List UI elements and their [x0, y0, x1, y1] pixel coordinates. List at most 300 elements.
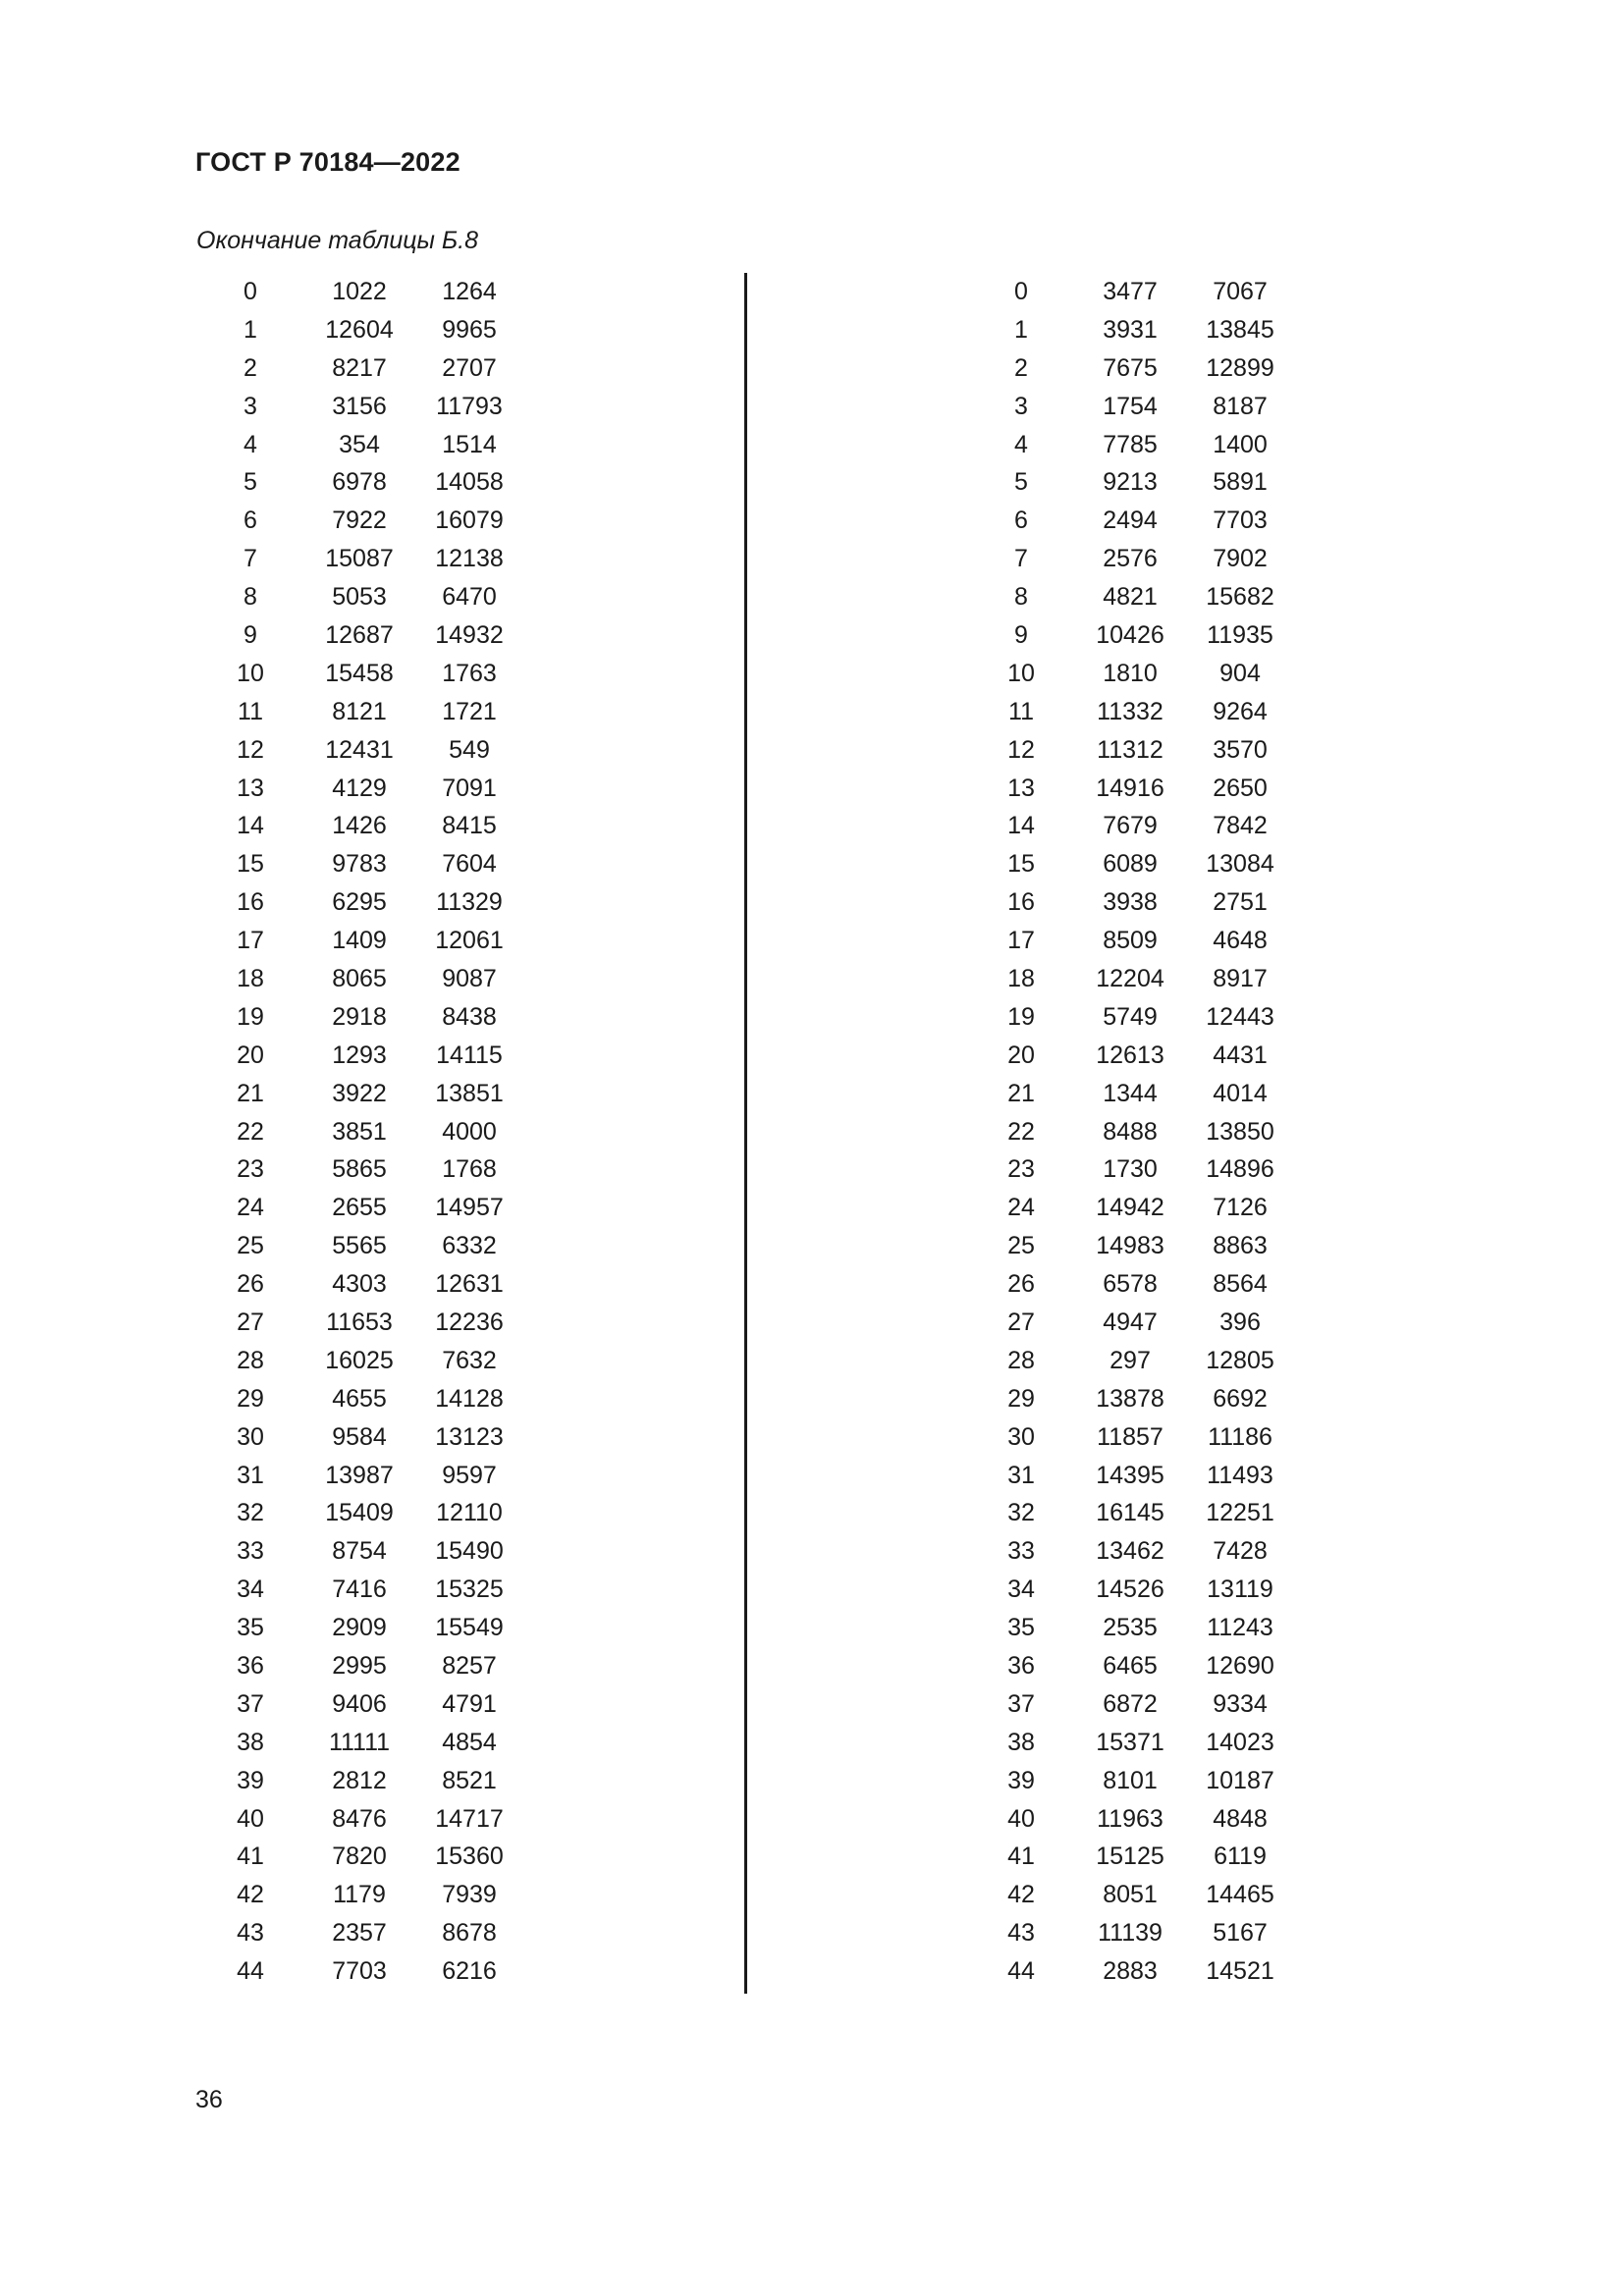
table-row: [196, 807, 524, 845]
value-cell: 7703: [1213, 507, 1268, 535]
value-cell: 4431: [1213, 1041, 1268, 1069]
value-cell: 2357: [332, 1919, 387, 1948]
row-index-cell: 38: [237, 1728, 264, 1756]
value-cell: 8754: [332, 1537, 387, 1566]
value-cell: 14058: [435, 468, 504, 497]
value-cell: 10187: [1206, 1766, 1274, 1794]
table-row: [967, 807, 1295, 845]
table-row: [196, 922, 524, 960]
value-cell: 7842: [1213, 812, 1268, 840]
table-row: [196, 693, 524, 731]
table-row: [967, 922, 1295, 960]
row-index-cell: 17: [237, 927, 264, 955]
value-cell: 11653: [326, 1308, 393, 1336]
table-row: [967, 1876, 1295, 1914]
value-cell: 12061: [435, 927, 504, 955]
value-cell: 10426: [1096, 620, 1164, 649]
value-cell: 9334: [1213, 1689, 1268, 1718]
value-cell: 15458: [325, 659, 394, 687]
value-cell: 396: [1219, 1308, 1261, 1336]
value-cell: 14465: [1206, 1881, 1274, 1909]
row-index-cell: 4: [1014, 430, 1028, 458]
table-row: [967, 1418, 1295, 1457]
value-cell: 8257: [442, 1652, 497, 1680]
value-cell: 13462: [1096, 1537, 1164, 1566]
value-cell: 9406: [332, 1689, 387, 1718]
value-cell: 12443: [1206, 1002, 1274, 1031]
table-row: [967, 1304, 1295, 1342]
table-row: [967, 1342, 1295, 1380]
table-row: [196, 502, 524, 540]
value-cell: 904: [1219, 659, 1261, 687]
table-row: [196, 1647, 524, 1685]
row-index-cell: 41: [237, 1842, 264, 1871]
value-cell: 13878: [1096, 1384, 1164, 1413]
value-cell: 5891: [1213, 468, 1268, 497]
table-row: [967, 311, 1295, 349]
table-row: [196, 1037, 524, 1075]
value-cell: 15371: [1096, 1728, 1164, 1756]
value-cell: 13119: [1207, 1575, 1273, 1604]
value-cell: 549: [449, 735, 490, 764]
value-cell: 4648: [1213, 927, 1268, 955]
row-index-cell: 14: [237, 812, 264, 840]
table-row: [196, 1532, 524, 1571]
value-cell: 1344: [1103, 1079, 1158, 1107]
row-index-cell: 11: [238, 697, 263, 725]
row-index-cell: 39: [1007, 1766, 1035, 1794]
table-row: [196, 540, 524, 578]
table-row: [967, 1800, 1295, 1839]
row-index-cell: 33: [237, 1537, 264, 1566]
table-row: [196, 1495, 524, 1533]
row-index-cell: 28: [237, 1346, 264, 1374]
value-cell: 16025: [325, 1346, 394, 1374]
table-row: [967, 1952, 1295, 1991]
value-cell: 12899: [1206, 353, 1274, 382]
value-cell: 7785: [1103, 430, 1158, 458]
table-row: [196, 1457, 524, 1495]
row-index-cell: 3: [244, 392, 257, 420]
value-cell: 3851: [332, 1117, 387, 1146]
table-row: [196, 770, 524, 808]
table-row: [196, 1189, 524, 1227]
value-cell: 8217: [332, 353, 387, 382]
table-row: [196, 845, 524, 883]
row-index-cell: 6: [244, 507, 257, 535]
value-cell: 14932: [435, 620, 504, 649]
row-index-cell: 7: [244, 545, 257, 573]
value-cell: 13084: [1206, 850, 1274, 879]
row-index-cell: 26: [237, 1270, 264, 1299]
value-cell: 9783: [332, 850, 387, 879]
table-row: [967, 1227, 1295, 1265]
row-index-cell: 15: [237, 850, 264, 879]
table-row: [196, 731, 524, 770]
value-cell: 9213: [1103, 468, 1158, 497]
table-row: [196, 273, 524, 311]
row-index-cell: 21: [1007, 1079, 1035, 1107]
row-index-cell: 25: [237, 1232, 264, 1260]
value-cell: 13845: [1206, 315, 1274, 344]
table-row: [967, 1189, 1295, 1227]
value-cell: 7632: [442, 1346, 497, 1374]
value-cell: 11111: [328, 1728, 391, 1756]
value-cell: 8101: [1103, 1766, 1158, 1794]
row-index-cell: 34: [1007, 1575, 1035, 1604]
value-cell: 5749: [1103, 1002, 1158, 1031]
table-row: [196, 1418, 524, 1457]
value-cell: 14521: [1206, 1957, 1274, 1986]
value-cell: 3931: [1103, 315, 1158, 344]
value-cell: 8476: [332, 1804, 387, 1833]
value-cell: 9584: [332, 1422, 387, 1451]
table-row: [967, 1762, 1295, 1800]
value-cell: 11312: [1097, 735, 1164, 764]
row-index-cell: 6: [1014, 507, 1028, 535]
table-row: [196, 1150, 524, 1189]
table-row: [967, 1265, 1295, 1304]
row-index-cell: 16: [237, 888, 264, 917]
row-index-cell: 23: [1007, 1155, 1035, 1184]
row-index-cell: 2: [244, 353, 257, 382]
row-index-cell: 9: [1014, 620, 1028, 649]
table-row: [967, 349, 1295, 388]
row-index-cell: 20: [237, 1041, 264, 1069]
row-index-cell: 44: [237, 1957, 264, 1986]
row-index-cell: 30: [237, 1422, 264, 1451]
table-row: [967, 1685, 1295, 1724]
value-cell: 1293: [332, 1041, 387, 1069]
value-cell: 14983: [1096, 1232, 1164, 1260]
value-cell: 1514: [442, 430, 497, 458]
row-index-cell: 35: [1007, 1614, 1035, 1642]
row-index-cell: 12: [237, 735, 264, 764]
row-index-cell: 19: [1007, 1002, 1035, 1031]
value-cell: 5167: [1213, 1919, 1268, 1948]
value-cell: 12604: [325, 315, 394, 344]
value-cell: 8678: [442, 1919, 497, 1948]
table-row: [967, 1839, 1295, 1877]
value-cell: 8521: [442, 1766, 497, 1794]
value-cell: 6578: [1103, 1270, 1158, 1299]
value-cell: 3477: [1103, 277, 1158, 305]
table-row: [967, 998, 1295, 1037]
table-row: [196, 1227, 524, 1265]
value-cell: 12805: [1206, 1346, 1274, 1374]
value-cell: 12251: [1206, 1499, 1274, 1527]
value-cell: 1721: [442, 697, 497, 725]
value-cell: 12110: [436, 1499, 503, 1527]
table-row: [967, 693, 1295, 731]
row-index-cell: 39: [237, 1766, 264, 1794]
row-index-cell: 27: [237, 1308, 264, 1336]
row-index-cell: 13: [237, 774, 264, 802]
row-index-cell: 10: [237, 659, 264, 687]
table-row: [196, 1571, 524, 1609]
row-index-cell: 37: [237, 1689, 264, 1718]
row-index-cell: 16: [1007, 888, 1035, 917]
table-row: [196, 1609, 524, 1647]
table-row: [196, 960, 524, 998]
table-row: [967, 1150, 1295, 1189]
row-index-cell: 9: [244, 620, 257, 649]
value-cell: 12613: [1096, 1041, 1164, 1069]
value-cell: 1730: [1103, 1155, 1158, 1184]
row-index-cell: 38: [1007, 1728, 1035, 1756]
value-cell: 4854: [442, 1728, 497, 1756]
page-number: 36: [195, 2086, 223, 2113]
row-index-cell: 33: [1007, 1537, 1035, 1566]
table-row: [967, 578, 1295, 616]
value-cell: 13851: [435, 1079, 504, 1107]
table-row: [967, 883, 1295, 922]
row-index-cell: 7: [1014, 545, 1028, 573]
row-index-cell: 14: [1007, 812, 1035, 840]
value-cell: 14395: [1096, 1461, 1164, 1489]
value-cell: 4655: [332, 1384, 387, 1413]
row-index-cell: 41: [1007, 1842, 1035, 1871]
table-row: [196, 426, 524, 464]
value-cell: 1426: [332, 812, 387, 840]
value-cell: 15682: [1206, 583, 1274, 612]
value-cell: 11332: [1097, 697, 1164, 725]
value-cell: 6089: [1103, 850, 1158, 879]
value-cell: 7604: [442, 850, 497, 879]
value-cell: 2751: [1213, 888, 1268, 917]
value-cell: 8917: [1213, 964, 1268, 992]
row-index-cell: 18: [1007, 964, 1035, 992]
table-row: [196, 1724, 524, 1762]
value-cell: 14115: [436, 1041, 503, 1069]
row-index-cell: 24: [237, 1194, 264, 1222]
value-cell: 8065: [332, 964, 387, 992]
row-index-cell: 44: [1007, 1957, 1035, 1986]
table-row: [967, 1647, 1295, 1685]
row-index-cell: 8: [244, 583, 257, 612]
row-index-cell: 35: [237, 1614, 264, 1642]
value-cell: 4129: [332, 774, 387, 802]
value-cell: 12690: [1206, 1652, 1274, 1680]
table-row: [196, 1304, 524, 1342]
value-cell: 9264: [1213, 697, 1268, 725]
row-index-cell: 31: [1007, 1461, 1035, 1489]
row-index-cell: 2: [1014, 353, 1028, 382]
row-index-cell: 29: [237, 1384, 264, 1413]
row-index-cell: 36: [1007, 1652, 1035, 1680]
row-index-cell: 27: [1007, 1308, 1035, 1336]
value-cell: 8187: [1213, 392, 1268, 420]
value-cell: 1179: [333, 1881, 386, 1909]
row-index-cell: 3: [1014, 392, 1028, 420]
value-cell: 13850: [1206, 1117, 1274, 1146]
table-row: [967, 1609, 1295, 1647]
value-cell: 8488: [1103, 1117, 1158, 1146]
row-index-cell: 12: [1007, 735, 1035, 764]
value-cell: 5865: [332, 1155, 387, 1184]
value-cell: 4947: [1103, 1308, 1158, 1336]
document-header: ГОСТ Р 70184—2022: [195, 147, 460, 177]
row-index-cell: 0: [1014, 277, 1028, 305]
table-row: [196, 998, 524, 1037]
value-cell: 14942: [1096, 1194, 1164, 1222]
table-row: [967, 463, 1295, 502]
value-cell: 5053: [332, 583, 387, 612]
row-index-cell: 43: [1007, 1919, 1035, 1948]
table-row: [967, 1532, 1295, 1571]
value-cell: 7922: [332, 507, 387, 535]
value-cell: 4303: [332, 1270, 387, 1299]
table-caption: Окончание таблицы Б.8: [196, 227, 478, 254]
value-cell: 2812: [332, 1766, 387, 1794]
value-cell: 7675: [1103, 353, 1158, 382]
table-row: [196, 1839, 524, 1877]
row-index-cell: 15: [1007, 850, 1035, 879]
value-cell: 9965: [442, 315, 497, 344]
table-row: [967, 770, 1295, 808]
value-cell: 11139: [1098, 1919, 1163, 1948]
right-table: [967, 273, 1295, 1991]
value-cell: 15087: [325, 545, 394, 573]
table-row: [967, 731, 1295, 770]
value-cell: 8509: [1103, 927, 1158, 955]
row-index-cell: 10: [1007, 659, 1035, 687]
table-row: [196, 1380, 524, 1418]
value-cell: 7820: [332, 1842, 387, 1871]
value-cell: 9597: [442, 1461, 497, 1489]
value-cell: 6119: [1214, 1842, 1267, 1871]
row-index-cell: 13: [1007, 774, 1035, 802]
value-cell: 14896: [1206, 1155, 1274, 1184]
value-cell: 1400: [1213, 430, 1268, 458]
value-cell: 6978: [332, 468, 387, 497]
row-index-cell: 36: [237, 1652, 264, 1680]
value-cell: 7416: [332, 1575, 387, 1604]
table-row: [196, 1342, 524, 1380]
value-cell: 4821: [1103, 583, 1158, 612]
table-row: [967, 426, 1295, 464]
value-cell: 2655: [332, 1194, 387, 1222]
row-index-cell: 1: [244, 315, 257, 344]
value-cell: 4014: [1213, 1079, 1268, 1107]
table-row: [967, 1037, 1295, 1075]
table-row: [967, 1113, 1295, 1151]
value-cell: 4791: [442, 1689, 497, 1718]
row-index-cell: 37: [1007, 1689, 1035, 1718]
table-row: [196, 1800, 524, 1839]
table-row: [967, 388, 1295, 426]
value-cell: 2995: [332, 1652, 387, 1680]
column-divider: [744, 273, 747, 1994]
value-cell: 7067: [1213, 277, 1268, 305]
table-row: [196, 1762, 524, 1800]
value-cell: 297: [1110, 1346, 1151, 1374]
value-cell: 9087: [442, 964, 497, 992]
value-cell: 6692: [1213, 1384, 1268, 1413]
row-index-cell: 22: [1007, 1117, 1035, 1146]
value-cell: 1022: [332, 277, 387, 305]
table-row: [196, 1952, 524, 1991]
row-index-cell: 42: [237, 1881, 264, 1909]
table-row: [196, 1914, 524, 1952]
value-cell: 2535: [1103, 1614, 1158, 1642]
value-cell: 12236: [435, 1308, 504, 1336]
row-index-cell: 42: [1007, 1881, 1035, 1909]
table-row: [967, 960, 1295, 998]
value-cell: 2707: [442, 353, 497, 382]
row-index-cell: 24: [1007, 1194, 1035, 1222]
row-index-cell: 17: [1007, 927, 1035, 955]
table-row: [967, 1380, 1295, 1418]
value-cell: 15325: [435, 1575, 504, 1604]
table-row: [967, 1724, 1295, 1762]
value-cell: 6470: [442, 583, 497, 612]
value-cell: 11186: [1208, 1422, 1272, 1451]
value-cell: 11935: [1207, 620, 1273, 649]
value-cell: 8564: [1213, 1270, 1268, 1299]
table-row: [196, 1265, 524, 1304]
value-cell: 8415: [442, 812, 497, 840]
value-cell: 4000: [442, 1117, 497, 1146]
value-cell: 11493: [1207, 1461, 1273, 1489]
value-cell: 2918: [332, 1002, 387, 1031]
table-row: [967, 845, 1295, 883]
value-cell: 7902: [1213, 545, 1268, 573]
table-row: [967, 1914, 1295, 1952]
row-index-cell: 25: [1007, 1232, 1035, 1260]
row-index-cell: 21: [237, 1079, 264, 1107]
row-index-cell: 30: [1007, 1422, 1035, 1451]
value-cell: 4848: [1213, 1804, 1268, 1833]
value-cell: 12431: [325, 735, 394, 764]
table-row: [967, 655, 1295, 693]
table-row: [967, 273, 1295, 311]
table-row: [196, 388, 524, 426]
value-cell: 1810: [1103, 659, 1158, 687]
table-row: [196, 1075, 524, 1113]
value-cell: 14526: [1096, 1575, 1164, 1604]
table-row: [196, 463, 524, 502]
value-cell: 8051: [1103, 1881, 1158, 1909]
value-cell: 15409: [325, 1499, 394, 1527]
row-index-cell: 34: [237, 1575, 264, 1604]
table-row: [196, 578, 524, 616]
value-cell: 1409: [332, 927, 387, 955]
value-cell: 12138: [435, 545, 504, 573]
value-cell: 2883: [1103, 1957, 1158, 1986]
value-cell: 13987: [325, 1461, 394, 1489]
value-cell: 2909: [332, 1614, 387, 1642]
value-cell: 11963: [1097, 1804, 1164, 1833]
value-cell: 8121: [332, 697, 387, 725]
table-row: [196, 311, 524, 349]
value-cell: 1763: [442, 659, 497, 687]
row-index-cell: 40: [1007, 1804, 1035, 1833]
value-cell: 1264: [442, 277, 497, 305]
table-row: [967, 502, 1295, 540]
value-cell: 6465: [1103, 1652, 1158, 1680]
value-cell: 2576: [1103, 545, 1158, 573]
row-index-cell: 32: [1007, 1499, 1035, 1527]
table-row: [196, 349, 524, 388]
value-cell: 7679: [1103, 812, 1158, 840]
row-index-cell: 40: [237, 1804, 264, 1833]
value-cell: 3570: [1213, 735, 1268, 764]
value-cell: 3156: [332, 392, 387, 420]
table-row: [967, 1457, 1295, 1495]
value-cell: 11329: [436, 888, 503, 917]
value-cell: 12687: [325, 620, 394, 649]
